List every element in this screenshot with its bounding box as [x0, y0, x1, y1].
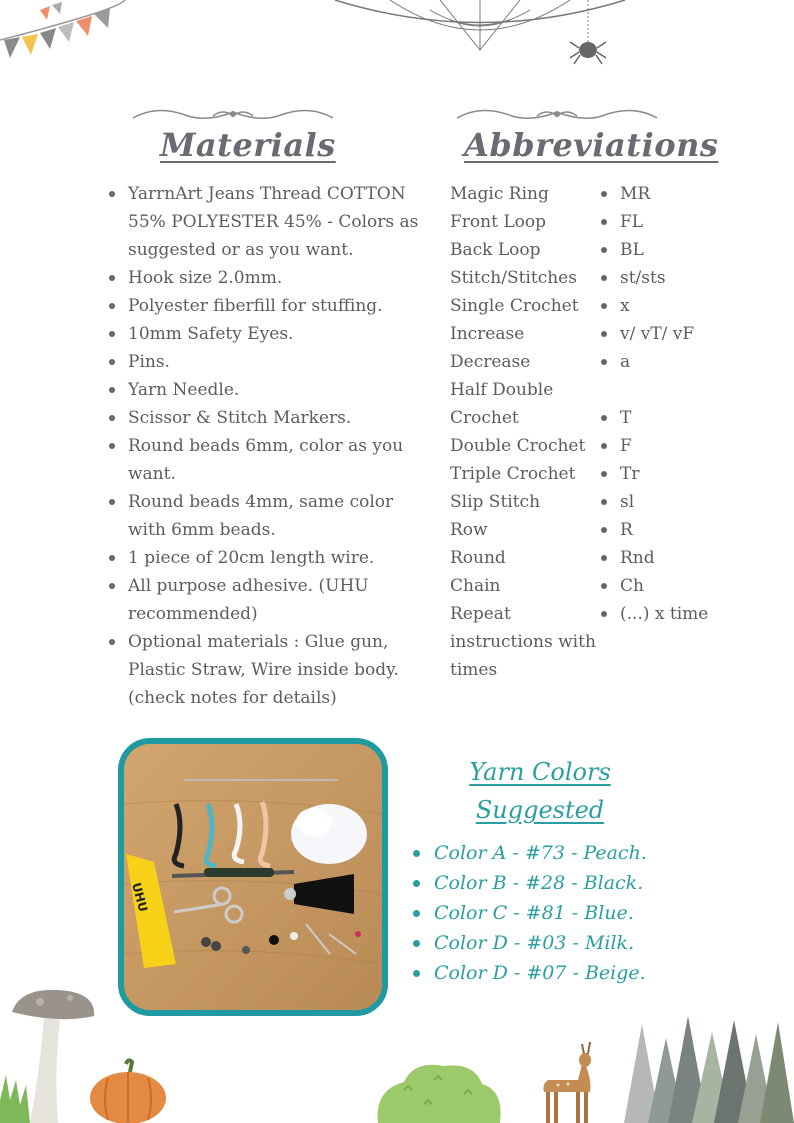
- abbreviation-term: times: [450, 660, 498, 680]
- abbreviation-term: Decrease: [450, 352, 531, 372]
- list-item: Round beads 6mm, color as you want.: [128, 432, 428, 488]
- abbreviation-term: Row: [450, 520, 488, 540]
- yarn-color-item: Color D - #07 - Beige.: [434, 958, 647, 988]
- yarn-color-item: Color D - #03 - Milk.: [434, 928, 647, 958]
- list-item: Scissor & Stitch Markers.: [128, 404, 428, 432]
- abbreviation-code: x: [620, 292, 770, 320]
- list-item: Hook size 2.0mm.: [128, 264, 428, 292]
- abbreviation-code: Tr: [620, 460, 770, 488]
- abbreviation-term: Half Double: [450, 380, 554, 400]
- abbreviation-code: T: [620, 404, 770, 432]
- abbreviation-term: Slip Stitch: [450, 492, 541, 512]
- abbreviation-term: Stitch/Stitches: [450, 268, 577, 288]
- list-item: 10mm Safety Eyes.: [128, 320, 428, 348]
- materials-list: [104, 180, 428, 712]
- abbreviation-code: F: [620, 432, 770, 460]
- abbreviation-code: sl: [620, 488, 770, 516]
- abbreviation-terms: [450, 180, 598, 684]
- abbreviation-term: Magic Ring: [450, 184, 549, 204]
- list-item: Yarn Needle.: [128, 376, 428, 404]
- list-item: Optional materials : Glue gun, Plastic Straw, Wire inside body. (check notes for details): [128, 628, 428, 712]
- abbreviation-code: a: [620, 348, 770, 376]
- list-item: 1 piece of 20cm length wire.: [128, 544, 428, 572]
- forest-trees-icon: [622, 1014, 794, 1123]
- abbreviation-term: Crochet: [450, 408, 519, 428]
- abbreviation-term: Single Crochet: [450, 296, 579, 316]
- list-item: Polyester fiberfill for stuffing.: [128, 292, 428, 320]
- abbreviation-term: instructions with: [450, 632, 596, 652]
- abbreviation-code: v/ vT/ vF: [620, 320, 770, 348]
- list-item: Round beads 4mm, same color with 6mm beads.: [128, 488, 428, 544]
- abbreviations-flourish: [452, 104, 662, 128]
- abbreviation-code: MR: [620, 180, 770, 208]
- abbreviation-term: Increase: [450, 324, 525, 344]
- yarn-color-item: Color B - #28 - Black.: [434, 868, 647, 898]
- yarn-colors-list: [434, 838, 647, 988]
- abbreviation-term: Chain: [450, 576, 501, 596]
- abbreviation-term: Front Loop: [450, 212, 546, 232]
- materials-photo-illustration: [124, 744, 382, 1010]
- abbreviation-code: R: [620, 516, 770, 544]
- yarn-color-item: Color A - #73 - Peach.: [434, 838, 647, 868]
- materials-heading: Materials: [160, 126, 336, 164]
- pumpkin-icon: [88, 1058, 168, 1123]
- list-item: Pins.: [128, 348, 428, 376]
- bunting-decoration: [0, 0, 130, 80]
- abbreviation-code: FL: [620, 208, 770, 236]
- abbreviation-term: Repeat: [450, 604, 511, 624]
- list-item: All purpose adhesive. (UHU recommended): [128, 572, 428, 628]
- abbreviation-term: Double Crochet: [450, 436, 586, 456]
- yarn-colors-title-line1: Yarn Colors: [469, 758, 611, 786]
- abbreviation-term: Back Loop: [450, 240, 541, 260]
- abbreviation-code: (...) x time: [620, 600, 770, 628]
- abbreviation-code: BL: [620, 236, 770, 264]
- bush-icon: [374, 1060, 504, 1123]
- materials-photo: [118, 738, 388, 1016]
- abbreviation-code-spacer: [620, 376, 770, 404]
- abbreviation-codes: [620, 180, 770, 628]
- deer-icon: [538, 1040, 600, 1123]
- abbreviation-code: Rnd: [620, 544, 770, 572]
- yarn-colors-title-line2: Suggested: [475, 796, 605, 824]
- glue-label: UHU: [129, 881, 151, 914]
- yarn-color-item: Color C - #81 - Blue.: [434, 898, 647, 928]
- abbreviation-term: Triple Crochet: [450, 464, 576, 484]
- abbreviations-heading: Abbreviations: [464, 126, 719, 164]
- abbreviation-term: Round: [450, 548, 506, 568]
- abbreviation-code: st/sts: [620, 264, 770, 292]
- list-item: YarrnArt Jeans Thread COTTON 55% POLYESTER 45% - Colors as suggested or as you want.: [128, 180, 428, 264]
- spiderweb-decoration: [330, 0, 630, 70]
- materials-flourish: [128, 104, 338, 128]
- abbreviation-code: Ch: [620, 572, 770, 600]
